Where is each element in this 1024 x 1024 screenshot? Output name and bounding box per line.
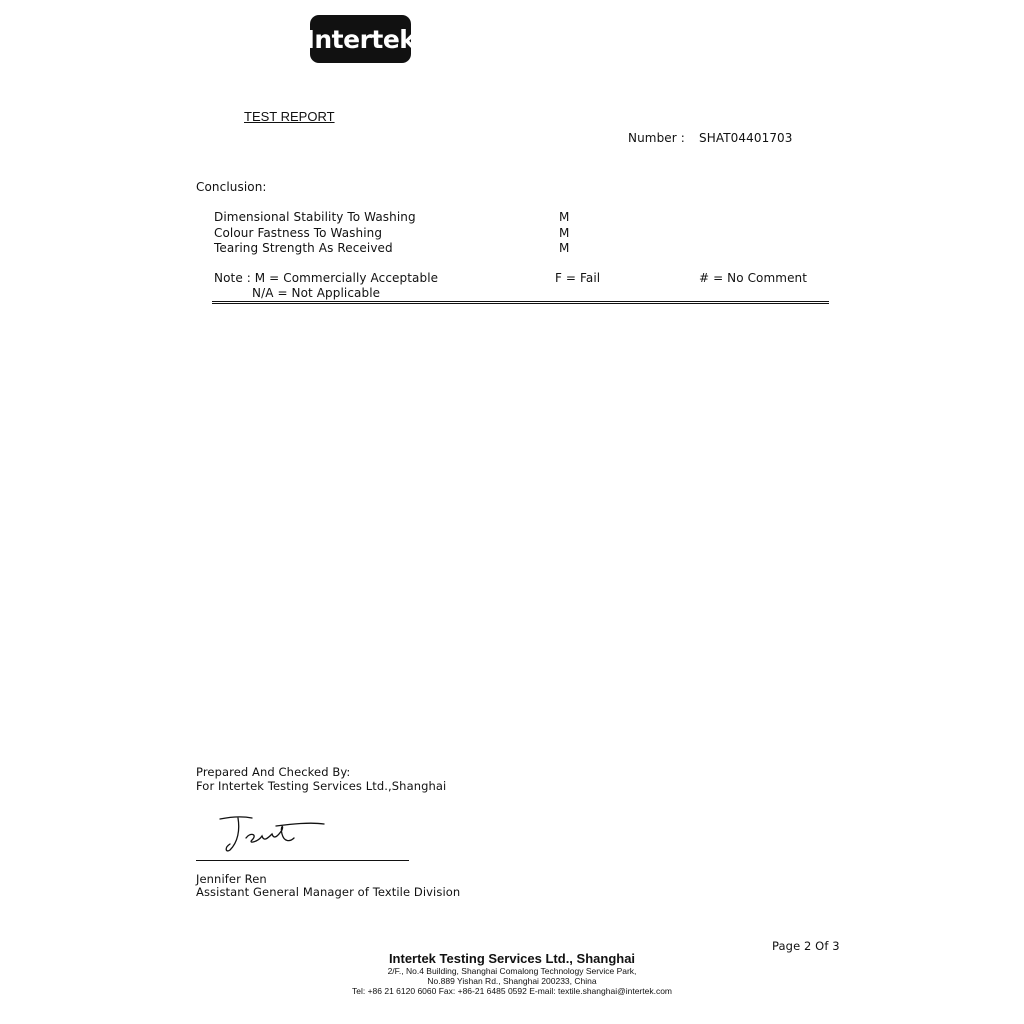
intertek-logo — [305, 15, 416, 63]
table-row — [214, 210, 614, 226]
report-number-value: SHAT04401703 — [699, 131, 793, 145]
signatory-name: Jennifer Ren — [196, 872, 267, 886]
note-commercially-acceptable: Note : M = Commercially Acceptable — [214, 271, 439, 285]
test-label: Colour Fastness To Washing — [214, 225, 383, 240]
test-label: Tearing Strength As Received — [214, 241, 393, 255]
test-result: M — [559, 210, 570, 224]
double-divider — [212, 301, 829, 304]
note-not-applicable: N/A = Not Applicable — [252, 286, 381, 300]
report-title: TEST REPORT — [244, 109, 335, 124]
conclusion-table — [214, 210, 614, 257]
test-result: M — [559, 241, 570, 255]
footer-contact: Tel: +86 21 6120 6060 Fax: +86-21 6485 0592 E-mail: textile.shanghai@intertek.com — [351, 986, 673, 996]
note-fail: F = Fail — [555, 271, 601, 285]
signatory-position: Assistant General Manager of Textile Division — [196, 885, 461, 899]
footer-address-2: No.889 Yishan Rd., Shanghai 200233, China — [427, 976, 597, 986]
note-no-comment: # = No Comment — [699, 271, 808, 285]
footer-address-1: 2/F., No.4 Building, Shanghai Comalong Technology Service Park, — [387, 966, 637, 976]
conclusion-heading: Conclusion: — [196, 180, 267, 194]
table-row — [214, 226, 614, 242]
signature — [214, 812, 330, 856]
prepared-company: For Intertek Testing Services Ltd.,Shanghai — [196, 779, 447, 793]
report-number-label: Number : — [628, 131, 685, 145]
table-row — [214, 241, 614, 257]
test-result: M — [559, 225, 570, 240]
signature-line — [196, 860, 409, 861]
footer-company: Intertek Testing Services Ltd., Shanghai — [388, 951, 636, 966]
test-label: Dimensional Stability To Washing — [214, 210, 416, 224]
logo-text: Intertek — [305, 24, 416, 54]
prepared-by: Prepared And Checked By: — [196, 765, 351, 779]
page-indicator: Page 2 Of 3 — [772, 939, 840, 953]
